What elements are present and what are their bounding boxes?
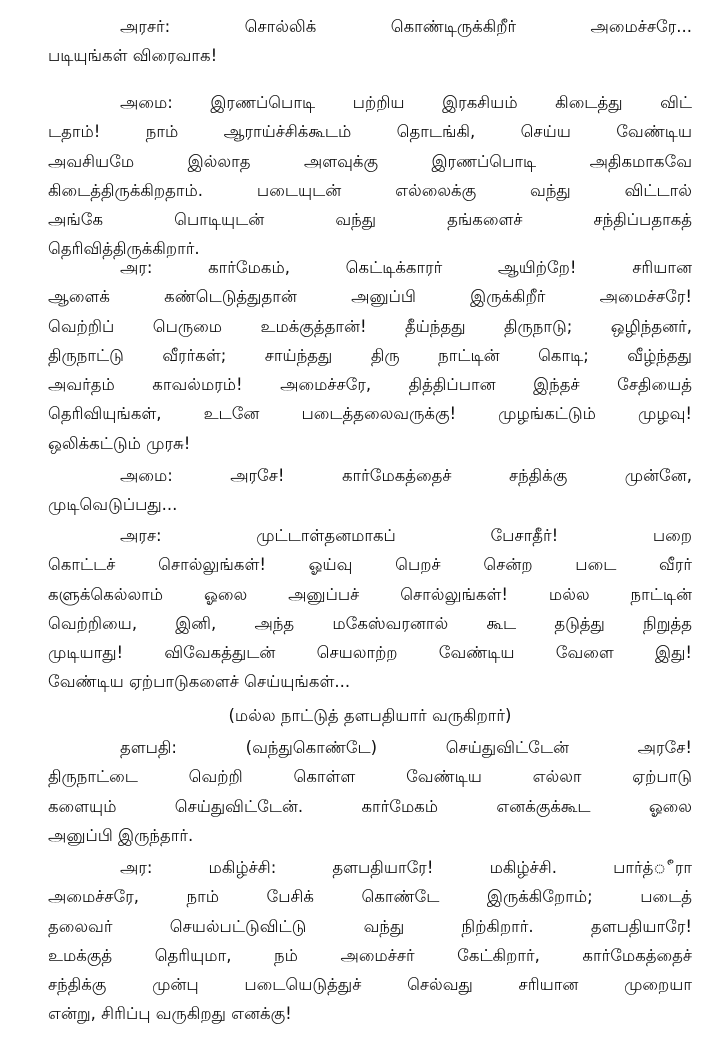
- text-line: கிடைத்திருக்கிறதாம். படையுடன் எல்லைக்கு வந்து விட்டால்: [48, 180, 692, 200]
- text-line: டதாம்! நாம் ஆராய்ச்சிக்கூடம் தொடங்கி, செய்ய வேண்டிய: [48, 122, 692, 142]
- text-line: ஆளைக் கண்டெடுத்துதான் அனுப்பி இருக்கிறீர் அமைச்சரே!: [48, 287, 692, 307]
- text-line: படியுங்கள் விரைவாக!: [48, 46, 218, 66]
- dialogue-paragraph: [48, 12, 692, 71]
- dialogue-paragraph: [48, 461, 692, 520]
- text-line: கொட்டச் சொல்லுங்கள்! ஓய்வு பெறச் சென்ற படை வீரர்: [48, 555, 692, 575]
- text-line: அர: மகிழ்ச்சி: தளபதியாரே! மகிழ்ச்சி. பார்த்ீரா: [120, 858, 692, 877]
- text-line: அனுப்பி இருந்தார்.: [48, 825, 194, 845]
- text-line: அரசர்: சொல்லிக் கொண்டிருக்கிறீர் அமைச்சரே...: [120, 17, 692, 36]
- text-line: வெற்றியை, இனி, அந்த மகேஸ்வரனால் கூட தடுத்து நிறுத்த: [48, 613, 692, 633]
- text-line: தெரிவித்திருக்கிறார்.: [48, 239, 200, 259]
- text-line: அமை: இரணப்பொடி பற்றிய இரகசியம் கிடைத்து விட்: [120, 93, 692, 112]
- text-line: வேண்டிய ஏற்பாடுகளைச் செய்யுங்கள்...: [48, 672, 351, 692]
- text-line: சந்திக்கு முன்பு படையெடுத்துச் செல்வது சரியான முறையா: [48, 975, 692, 995]
- text-line: அமைச்சரே, நாம் பேசிக் கொண்டே இருக்கிறோம்; படைத்: [48, 887, 692, 907]
- dialogue-paragraph: [48, 521, 692, 697]
- dialogue-paragraph: [48, 853, 692, 1029]
- text-line: களையும் செய்துவிட்டேன். கார்மேகம் எனக்குக்கூட ஓலை: [48, 796, 692, 816]
- text-line: அமை: அரசே! கார்மேகத்தைச் சந்திக்கு முன்னே,: [120, 466, 692, 485]
- text-line: முடியாது! விவேகத்துடன் செயலாற்ற வேண்டிய வேளை இது!: [48, 643, 692, 663]
- text-line: ஒலிக்கட்டும் முரசு!: [48, 433, 191, 453]
- text-line: வெற்றிப் பெருமை உமக்குத்தான்! தீய்ந்தது திருநாடு; ஒழிந்தனர்,: [48, 316, 692, 336]
- text-line: களுக்கெல்லாம் ஓலை அனுப்பச் சொல்லுங்கள்! மல்ல நாட்டின்: [48, 584, 692, 604]
- text-line: திருநாட்டு வீரர்கள்; சாய்ந்தது திரு நாட்டின் கொடி; வீழ்ந்தது: [48, 345, 692, 365]
- text-line: தளபதி: (வந்துகொண்டே) செய்துவிட்டேன் அரசே!: [120, 738, 692, 757]
- text-line: அர: கார்மேகம், கெட்டிக்காரர் ஆயிற்றே! சரியான: [120, 258, 692, 277]
- dialogue-paragraph: [48, 733, 692, 850]
- stage-direction: (மல்ல நாட்டுத் தளபதியார் வருகிறார்): [228, 706, 512, 725]
- text-line: தலைவர் செயல்பட்டுவிட்டு வந்து நிற்கிறார். தளபதியாரே!: [48, 916, 692, 936]
- text-line: அங்கே பொடியுடன் வந்து தங்களைச் சந்திப்பதாகத்: [48, 210, 692, 230]
- dialogue-paragraph: [48, 253, 692, 458]
- text-line: திருநாட்டை வெற்றி கொள்ள வேண்டிய எல்லா ஏற்பாடு: [48, 767, 692, 787]
- text-line: அரச: முட்டாள்தனமாகப் பேசாதீர்! பறை: [120, 526, 692, 545]
- text-line: அவர்தம் காவல்மரம்! அமைச்சரே, தித்திப்பான இந்தச் சேதியைத்: [48, 375, 692, 395]
- text-line: முடிவெடுப்பது...: [48, 495, 178, 515]
- text-line: உமக்குத் தெரியுமா, நம் அமைச்சர் கேட்கிறார், கார்மேகத்தைச்: [48, 945, 692, 965]
- text-line: தெரிவியுங்கள், உடனே படைத்தலைவருக்கு! முழங்கட்டும் முழவு!: [48, 404, 692, 424]
- dialogue-paragraph: [48, 88, 692, 264]
- text-line: அவசியமே இல்லாத அளவுக்கு இரணப்பொடி அதிகமாகவே: [48, 151, 692, 171]
- text-line: என்று, சிரிப்பு வருகிறது எனக்கு!: [48, 1004, 292, 1024]
